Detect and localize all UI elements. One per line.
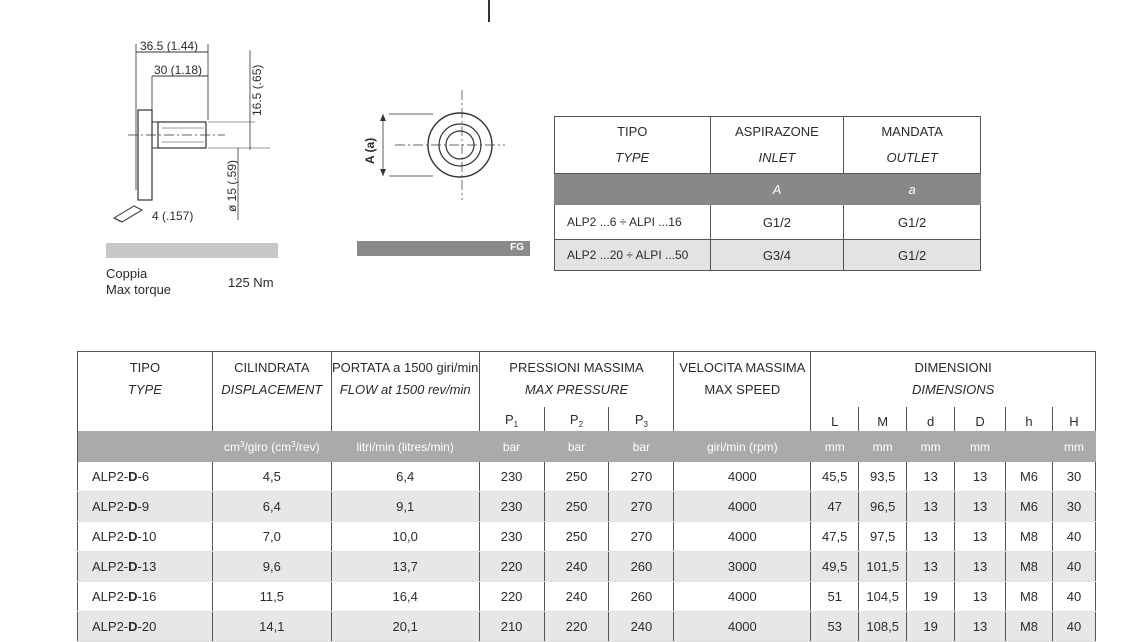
cell-speed: 4000 <box>674 582 811 612</box>
shaft-section-bar <box>106 243 278 258</box>
cell-L: 47,5 <box>811 522 859 552</box>
cell-h: M8 <box>1006 552 1053 582</box>
cell-p2: 220 <box>544 612 609 642</box>
ports-table <box>554 116 981 271</box>
specs-units-row <box>78 431 1096 462</box>
header-dim-d: d <box>907 407 955 431</box>
cell-h: M6 <box>1006 492 1053 522</box>
ports-header-type: TIPO TYPE <box>555 117 711 174</box>
cell-speed: 4000 <box>674 492 811 522</box>
cell-H: 40 <box>1052 582 1095 612</box>
cell-p3: 240 <box>609 612 674 642</box>
cell-d: 13 <box>907 462 955 492</box>
cell-type: ALP2-D-10 <box>78 522 213 552</box>
header-p2: $P_2$ <box>544 407 609 431</box>
table-row <box>78 612 1096 642</box>
cell-type: ALP2-D-20 <box>78 612 213 642</box>
cell-disp: 14,1 <box>212 612 331 642</box>
cell-flow: 9,1 <box>331 492 479 522</box>
cell-p3: 260 <box>609 552 674 582</box>
shaft-drawing <box>100 30 280 230</box>
specs-table <box>77 351 1096 642</box>
specs-header-row <box>78 352 1096 408</box>
cell-M: 93,5 <box>859 462 907 492</box>
unit-displacement: $cm^3$/giro $(cm^3/rev)$ <box>212 431 331 462</box>
header-speed: VELOCITA MASSIMA MAX SPEED <box>674 352 811 432</box>
cell-p3: 270 <box>609 522 674 552</box>
cell-d: 13 <box>907 552 955 582</box>
cell-disp: 6,4 <box>212 492 331 522</box>
header-dim-L: L <box>811 407 859 431</box>
cell-type: ALP2-D-13 <box>78 552 213 582</box>
cell-p3: 270 <box>609 462 674 492</box>
unit-h <box>1006 431 1053 462</box>
cell-p1: 220 <box>479 552 544 582</box>
cell-L: 49,5 <box>811 552 859 582</box>
port-drawing <box>355 80 535 220</box>
cell-flow: 16,4 <box>331 582 479 612</box>
key-size-label: 4 (.157) <box>152 209 194 223</box>
header-dim-h: h <box>1006 407 1053 431</box>
cell-M: 97,5 <box>859 522 907 552</box>
table-row <box>78 582 1096 612</box>
ports-header-outlet: MANDATA OUTLET <box>844 117 981 174</box>
cell-M: 108,5 <box>859 612 907 642</box>
cell-h: M8 <box>1006 582 1053 612</box>
cell-d: 13 <box>907 492 955 522</box>
header-dim-H: H <box>1052 407 1095 431</box>
unit-p1: bar <box>479 431 544 462</box>
header-type: TIPO TYPE <box>78 352 213 432</box>
cell-d: 19 <box>907 612 955 642</box>
torque-value: 125 Nm <box>228 275 274 290</box>
cell-H: 40 <box>1052 552 1095 582</box>
header-p1: $P_1$ <box>479 407 544 431</box>
table-row <box>78 492 1096 522</box>
cell-disp: 11,5 <box>212 582 331 612</box>
table-row <box>78 522 1096 552</box>
ports-unit-inlet: A <box>710 174 844 205</box>
cell-d: 13 <box>907 522 955 552</box>
port-bar-label: FG <box>510 242 524 253</box>
cell-H: 30 <box>1052 462 1095 492</box>
cell-type: ALP2-D-9 <box>78 492 213 522</box>
header-flow: PORTATA a 1500 giri/min FLOW at 1500 rev/min <box>331 352 479 432</box>
unit-M: mm <box>859 431 907 462</box>
cell-H: 40 <box>1052 612 1095 642</box>
ports-header-inlet: ASPIRAZONE INLET <box>710 117 844 174</box>
cell-h: M8 <box>1006 522 1053 552</box>
header-dim-D: D <box>955 407 1006 431</box>
specs-table-body <box>78 462 1096 642</box>
dim-shaft-label: 30 (1.18) <box>154 63 203 77</box>
cell-p2: 250 <box>544 522 609 552</box>
header-pressure: PRESSIONI MASSIMA MAX PRESSURE <box>479 352 674 408</box>
dim-diameter-label: ø 15 (.59) <box>225 159 239 212</box>
cell-D: 13 <box>955 522 1006 552</box>
torque-label-en: Max torque <box>106 282 172 297</box>
cell-p2: 250 <box>544 462 609 492</box>
cell-H: 40 <box>1052 522 1095 552</box>
cell-type: ALP2-D-6 <box>78 462 213 492</box>
cell-L: 45,5 <box>811 462 859 492</box>
ports-unit-outlet: a <box>844 174 981 205</box>
port-section-bar <box>357 241 530 256</box>
torque-label <box>106 266 171 298</box>
unit-H: mm <box>1052 431 1095 462</box>
table-row: ALP2 ...6 ÷ ALPI ...16 G1/2 G1/2 <box>555 205 981 240</box>
cell-disp: 4,5 <box>212 462 331 492</box>
cell-D: 13 <box>955 582 1006 612</box>
cell-d: 19 <box>907 582 955 612</box>
cell-p1: 220 <box>479 582 544 612</box>
cell-flow: 6,4 <box>331 462 479 492</box>
table-row <box>78 462 1096 492</box>
cell-L: 47 <box>811 492 859 522</box>
ports-table-header <box>555 117 981 174</box>
unit-D: mm <box>955 431 1006 462</box>
table-row <box>78 552 1096 582</box>
cell-h: M6 <box>1006 462 1053 492</box>
unit-d: mm <box>907 431 955 462</box>
cell-speed: 3000 <box>674 552 811 582</box>
unit-p3: bar <box>609 431 674 462</box>
cell-D: 13 <box>955 552 1006 582</box>
cell-H: 30 <box>1052 492 1095 522</box>
unit-flow: litri/min (litres/min) <box>331 431 479 462</box>
cell-p3: 260 <box>609 582 674 612</box>
cell-disp: 9,6 <box>212 552 331 582</box>
dim-height-label: 16.5 (.65) <box>250 64 264 116</box>
cell-type: ALP2-D-16 <box>78 582 213 612</box>
cell-p2: 250 <box>544 492 609 522</box>
unit-L: mm <box>811 431 859 462</box>
cell-L: 51 <box>811 582 859 612</box>
ports-unit-type <box>555 174 711 205</box>
torque-label-it: Coppia <box>106 266 148 281</box>
cell-M: 104,5 <box>859 582 907 612</box>
cell-flow: 13,7 <box>331 552 479 582</box>
cell-flow: 10,0 <box>331 522 479 552</box>
unit-speed: giri/min (rpm) <box>674 431 811 462</box>
cell-p3: 270 <box>609 492 674 522</box>
ports-table-units <box>555 174 981 205</box>
cell-p1: 230 <box>479 522 544 552</box>
header-dim-M: M <box>859 407 907 431</box>
unit-p2: bar <box>544 431 609 462</box>
cell-p2: 240 <box>544 582 609 612</box>
cell-M: 101,5 <box>859 552 907 582</box>
cell-speed: 4000 <box>674 522 811 552</box>
cell-disp: 7,0 <box>212 522 331 552</box>
cell-h: M8 <box>1006 612 1053 642</box>
cell-flow: 20,1 <box>331 612 479 642</box>
dim-total-label: 36.5 (1.44) <box>140 39 199 53</box>
header-displacement: CILINDRATA DISPLACEMENT <box>212 352 331 432</box>
cell-D: 13 <box>955 612 1006 642</box>
cell-speed: 4000 <box>674 612 811 642</box>
cell-p1: 230 <box>479 462 544 492</box>
header-dimensions: DIMENSIONI DIMENSIONS <box>811 352 1096 408</box>
port-dim-label: A (a) <box>363 137 377 164</box>
cell-p1: 230 <box>479 492 544 522</box>
cell-D: 13 <box>955 462 1006 492</box>
table-row: ALP2 ...20 ÷ ALPI ...50 G3/4 G1/2 <box>555 240 981 271</box>
top-divider-mark <box>488 0 490 22</box>
cell-L: 53 <box>811 612 859 642</box>
cell-D: 13 <box>955 492 1006 522</box>
cell-M: 96,5 <box>859 492 907 522</box>
unit-type <box>78 431 213 462</box>
header-p3: $P_3$ <box>609 407 674 431</box>
cell-speed: 4000 <box>674 462 811 492</box>
cell-p2: 240 <box>544 552 609 582</box>
cell-p1: 210 <box>479 612 544 642</box>
